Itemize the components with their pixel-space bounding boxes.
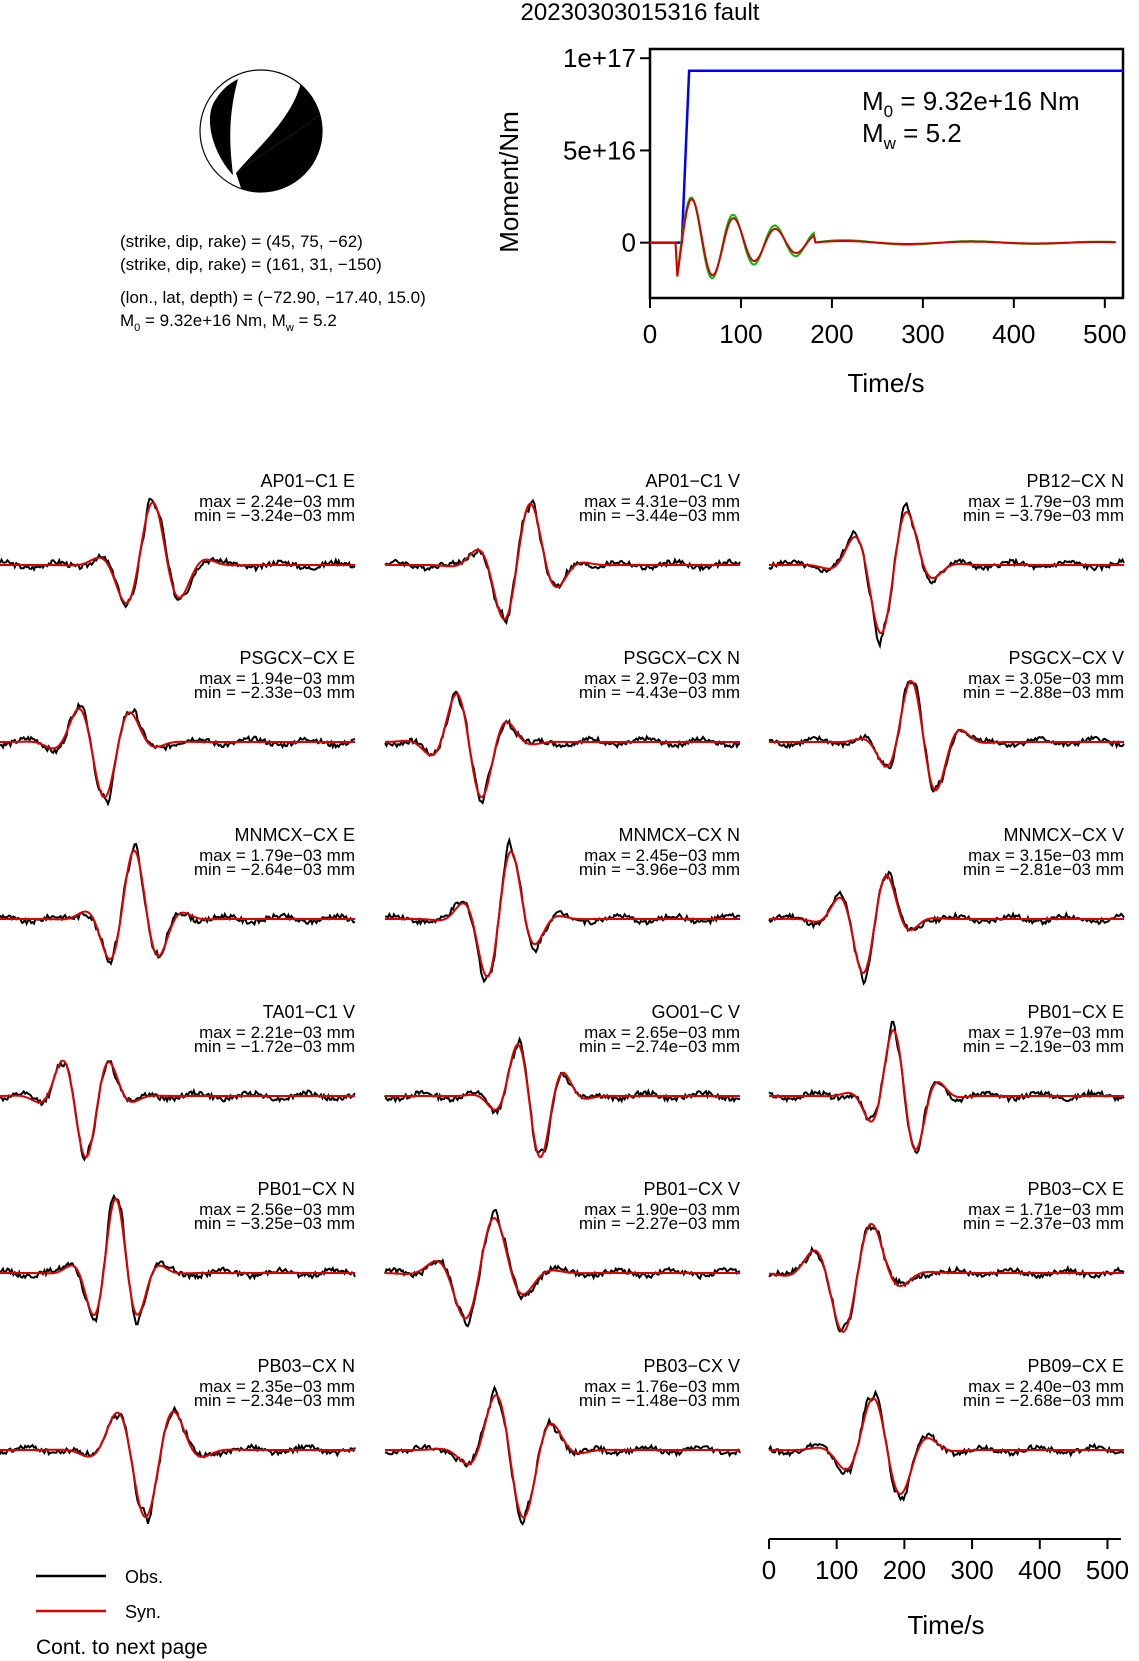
max-label: max = 3.15e−03 mm [968,846,1124,865]
moment-x-axis [643,298,1127,349]
moment-x-tick-label: 300 [901,319,945,349]
min-label: min = −3.96e−03 mm [578,860,740,879]
station-label: AP01−C1 V [645,471,740,491]
moment-rate-red-line [650,199,1116,277]
waveform-panel [769,1002,1124,1153]
moment-x-tick-label: 200 [810,319,854,349]
waveform-panel [0,1356,355,1524]
waveform-panel [0,648,355,804]
max-label: max = 2.97e−03 mm [584,669,740,688]
bottom-x-tick-label: 100 [814,1555,859,1585]
waveform-panel [385,825,740,981]
legend-syn-label: Syn. [125,1602,162,1622]
syn-trace [385,1218,740,1318]
footer-note: Cont. to next page [36,1636,208,1659]
min-label: min = −2.64e−03 mm [193,860,355,879]
min-label: min = −2.19e−03 mm [962,1037,1124,1056]
max-label: max = 1.94e−03 mm [199,669,355,688]
min-label: min = −2.88e−03 mm [962,683,1124,702]
station-label: MNMCX−CX E [234,825,355,845]
waveform-panel [0,471,355,607]
bottom-x-tick-label: 400 [1018,1555,1062,1585]
waveform-panel [769,1356,1124,1500]
obs-trace [769,1225,1124,1331]
waveform-panel [0,1002,355,1160]
moment-x-tick-label: 400 [992,319,1036,349]
max-label: max = 1.90e−03 mm [584,1200,740,1219]
moment-x-tick-label: 500 [1083,319,1127,349]
beachball-icon [200,70,322,200]
moment-x-tick-label: 100 [719,319,763,349]
min-label: min = −2.27e−03 mm [578,1214,740,1233]
waveform-panel [0,1179,355,1324]
moment-y-tick-label: 5e+16 [562,135,636,166]
max-label: max = 1.71e−03 mm [968,1200,1124,1219]
waveform-panel [385,1002,740,1157]
min-label: min = −2.81e−03 mm [962,860,1124,879]
waveform-panel [385,648,740,803]
moment-m0-annotation: $M_0 = 9.32e+16$ Nm [862,86,1080,121]
syn-trace [769,1224,1124,1332]
station-label: PB03−CX E [1027,1179,1124,1199]
station-label: AP01−C1 E [260,471,355,491]
station-label: MNMCX−CX V [1003,825,1124,845]
station-label: PSGCX−CX V [1008,648,1124,668]
station-label: PB12−CX N [1026,471,1124,491]
moment-plot [494,43,1127,398]
max-label: max = 2.35e−03 mm [199,1377,355,1396]
waveform-panel [769,825,1124,984]
syn-trace [0,1412,355,1518]
bottom-x-tick-label: 0 [761,1555,777,1585]
mechanism-line-4: $M_0 = 9.32e+16$ Nm, $M_w = 5.2$ [120,311,337,334]
moment-mw-annotation: $M_w = 5.2$ [862,118,962,153]
min-label: min = −3.24e−03 mm [193,506,355,525]
syn-trace [769,1398,1124,1494]
station-label: PB01−CX V [643,1179,740,1199]
waveform-panel [385,1179,740,1326]
mechanism-line-1: (strike, dip, rake) = (45, 75, −62) [120,232,363,251]
min-label: min = −3.79e−03 mm [962,506,1124,525]
station-label: PB09−CX E [1027,1356,1124,1376]
waveform-panel [769,471,1124,646]
obs-trace [0,1061,355,1159]
moment-x-tick-label: 0 [642,319,658,349]
waveform-panels [0,471,1124,1524]
min-label: min = −2.74e−03 mm [578,1037,740,1056]
obs-trace [0,1408,355,1524]
min-label: min = −2.33e−03 mm [193,683,355,702]
max-label: max = 2.45e−03 mm [584,846,740,865]
max-label: max = 2.40e−03 mm [968,1377,1124,1396]
min-label: min = −4.43e−03 mm [578,683,740,702]
min-label: min = −1.48e−03 mm [578,1391,740,1410]
min-label: min = −2.37e−03 mm [962,1214,1124,1233]
syn-trace [385,1395,740,1517]
legend-obs-label: Obs. [125,1567,164,1587]
max-label: max = 4.31e−03 mm [584,492,740,511]
station-label: TA01−C1 V [262,1002,355,1022]
max-label: max = 1.76e−03 mm [584,1377,740,1396]
station-label: PSGCX−CX E [239,648,355,668]
syn-trace [0,1061,355,1158]
max-label: max = 1.79e−03 mm [199,846,355,865]
waveform-panel [0,825,355,964]
mechanism-line-3: (lon., lat, depth) = (−72.90, −17.40, 15.0) [120,288,426,307]
max-label: max = 2.21e−03 mm [199,1023,355,1042]
syn-trace [769,876,1124,973]
mechanism-line-2: (strike, dip, rake) = (161, 31, −150) [120,255,382,274]
min-label: min = −2.34e−03 mm [193,1391,355,1410]
moment-y-tick-label: 0 [621,227,636,258]
max-label: max = 2.24e−03 mm [199,492,355,511]
station-label: PB03−CX N [257,1356,355,1376]
station-label: MNMCX−CX N [618,825,740,845]
moment-y-tick-label: 1e+17 [562,43,636,74]
waveform-panel [385,1356,740,1524]
station-label: PB03−CX V [643,1356,740,1376]
moment-x-label: Time/s [847,368,925,398]
max-label: max = 3.05e−03 mm [968,669,1124,688]
min-label: min = −2.68e−03 mm [962,1391,1124,1410]
station-label: GO01−C V [651,1002,740,1022]
min-label: min = −1.72e−03 mm [193,1037,355,1056]
min-label: min = −3.25e−03 mm [193,1214,355,1233]
obs-trace [769,872,1124,984]
station-label: PSGCX−CX N [623,648,740,668]
max-label: max = 1.79e−03 mm [968,492,1124,511]
bottom-x-tick-label: 200 [882,1555,927,1585]
bottom-x-label: Time/s [907,1610,985,1640]
waveform-panel [385,471,740,623]
figure-title: 20230303015316 fault [520,0,760,26]
bottom-x-tick-label: 300 [950,1555,994,1585]
max-label: max = 2.56e−03 mm [199,1200,355,1219]
station-label: PB01−CX N [257,1179,355,1199]
legend [36,1567,163,1622]
waveform-panel [769,648,1124,791]
bottom-time-axis [762,1539,1129,1585]
moment-rate-green-line [650,198,1116,279]
max-label: max = 2.65e−03 mm [584,1023,740,1042]
bottom-x-tick-label: 500 [1085,1555,1130,1585]
station-label: PB01−CX E [1027,1002,1124,1022]
moment-y-axis [563,43,650,257]
max-label: max = 1.97e−03 mm [968,1023,1124,1042]
obs-trace [0,704,355,804]
waveform-panel [769,1179,1124,1332]
moment-y-label: Moment/Nm [494,111,524,253]
min-label: min = −3.44e−03 mm [578,506,740,525]
